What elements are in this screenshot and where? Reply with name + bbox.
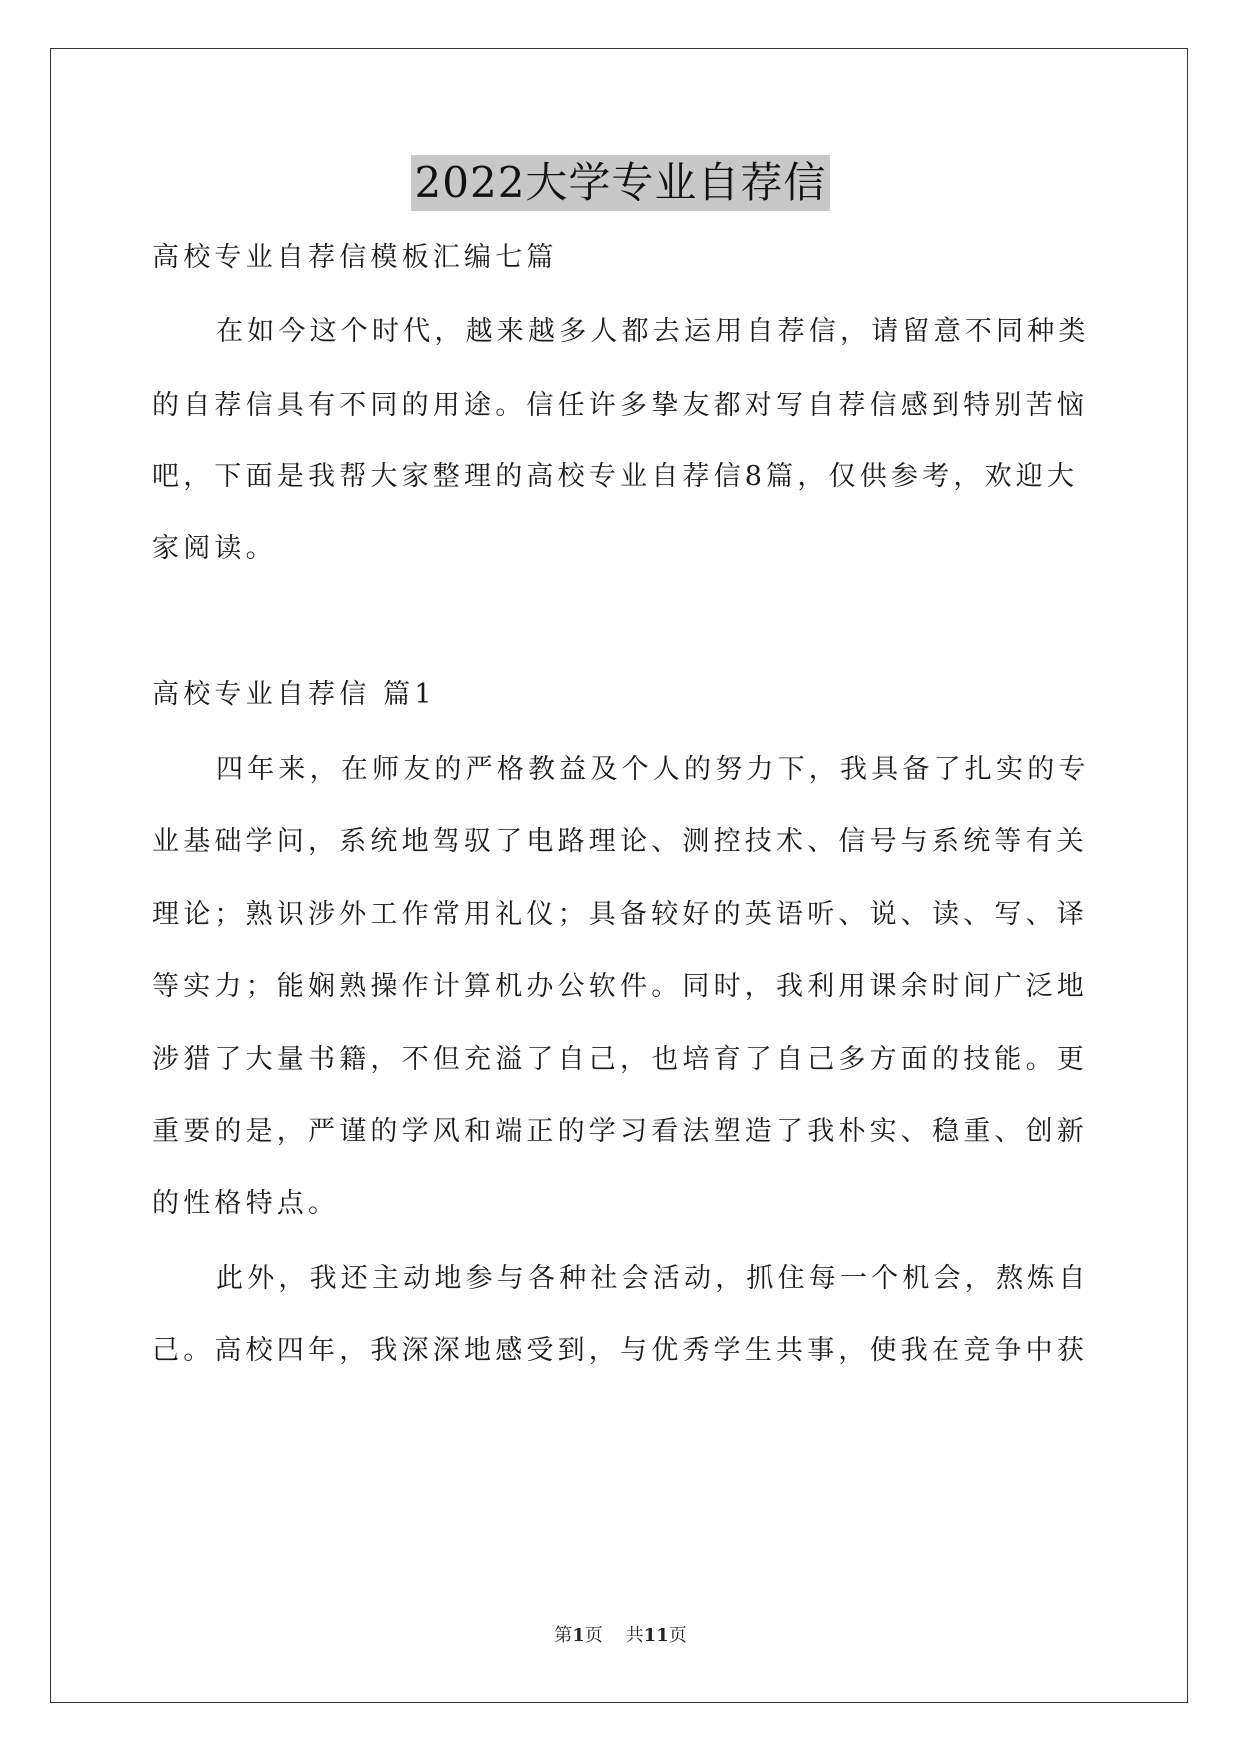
total-pages: 11 <box>643 1625 669 1646</box>
page-prefix: 第 <box>554 1625 573 1646</box>
paragraph-line: 重要的是，严谨的学风和端正的学习看法塑造了我朴实、稳重、创新 <box>152 1116 1088 1147</box>
paragraph-line: 等实力；能娴熟操作计算机办公软件。同时，我利用课余时间广泛地 <box>152 971 1088 1002</box>
paragraph-line: 的性格特点。 <box>152 1188 340 1219</box>
document-title: 2022大学专业自荐信 <box>411 155 831 211</box>
document-subtitle: 高校专业自荐信模板汇编七篇 <box>152 242 558 273</box>
intro-line: 吧，下面是我帮大家整理的高校专业自荐信8篇，仅供参考，欢迎大 <box>152 461 1079 492</box>
intro-line: 的自荐信具有不同的用途。信任许多挚友都对写自荐信感到特别苦恼 <box>152 390 1088 421</box>
page-border <box>50 48 1188 1703</box>
intro-line: 家阅读。 <box>152 533 277 564</box>
paragraph-line: 四年来，在师友的严格教益及个人的努力下，我具备了扎实的专 <box>216 754 1090 785</box>
paragraph-line: 业基础学问，系统地驾驭了电路理论、测控技术、信号与系统等有关 <box>152 826 1088 857</box>
title-wrap <box>0 155 1241 211</box>
intro-line: 在如今这个时代，越来越多人都去运用自荐信，请留意不同种类 <box>216 316 1090 347</box>
paragraph-line: 己。高校四年，我深深地感受到，与优秀学生共事，使我在竞争中获 <box>152 1335 1088 1366</box>
page-current: 1 <box>572 1625 585 1646</box>
paragraph-line: 此外，我还主动地参与各种社会活动，抓住每一个机会，熬炼自 <box>216 1263 1090 1294</box>
page-footer <box>0 1624 1241 1648</box>
paragraph-line: 涉猎了大量书籍，不但充溢了自己，也培育了自己多方面的技能。更 <box>152 1044 1088 1075</box>
total-prefix: 共 <box>625 1625 644 1646</box>
page-unit: 页 <box>584 1625 603 1646</box>
paragraph-line: 理论；熟识涉外工作常用礼仪；具备较好的英语听、说、读、写、译 <box>152 899 1088 930</box>
section-heading: 高校专业自荐信 篇1 <box>152 679 436 710</box>
total-unit: 页 <box>668 1625 687 1646</box>
